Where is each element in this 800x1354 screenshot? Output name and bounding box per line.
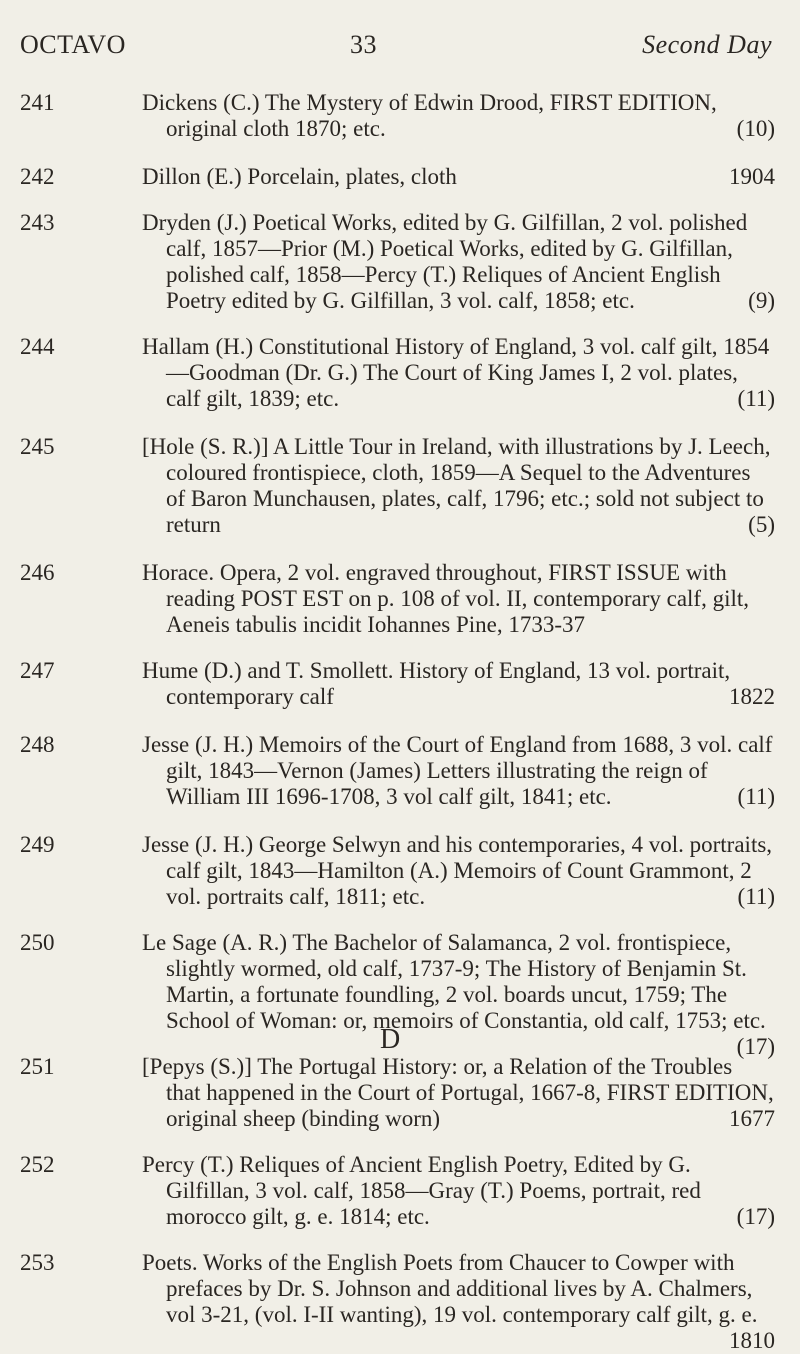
lot-text: Dillon (E.) Porcelain, plates, cloth	[142, 164, 457, 189]
lot-number: 244	[20, 334, 55, 359]
lot-description	[142, 210, 775, 314]
lot-description	[142, 164, 775, 190]
lot-entry	[20, 560, 775, 638]
lot-description	[142, 658, 775, 710]
lot-text: Le Sage (A. R.) The Bachelor of Salamanca, 2 vol. frontispiece, slightly wormed, old calf, 1737-9; The History of Benjamin St. Martin, a fortunate foundling, 2 vol. boards uncut, 1759; The School of Woman: or, memoirs of Constantia, old calf, 1753; etc.	[142, 930, 766, 1033]
lot-text: Jesse (J. H.) George Selwyn and his contemporaries, 4 vol. portraits, calf gilt, 1843—Hamilton (A.) Memoirs of Count Grammont, 2 vol. portraits calf, 1811; etc.	[142, 832, 773, 909]
lot-description	[142, 930, 775, 1059]
lot-entry	[20, 930, 775, 1059]
lot-number: 251	[20, 1054, 55, 1079]
lot-trailing: (11)	[737, 386, 775, 411]
lot-text: Hallam (H.) Constitutional History of England, 3 vol. calf gilt, 1854—Goodman (Dr. G.) The Court of King James I, 2 vol. plates, calf gilt, 1839; etc.	[142, 334, 770, 411]
lot-number: 252	[20, 1152, 55, 1177]
lot-number: 246	[20, 560, 55, 585]
lot-text: Dryden (J.) Poetical Works, edited by G. Gilfillan, 2 vol. polished calf, 1857—Prior (M.) Poetical Works, edited by G. Gilfillan, polished calf, 1858—Percy (T.) Reliques of Ancient English Poetry edited by G. Gilfillan, 3 vol. calf, 1858; etc.	[142, 210, 748, 313]
lot-description	[142, 732, 775, 810]
lot-trailing: 1822	[729, 684, 775, 709]
lot-entry	[20, 210, 775, 314]
lot-trailing: (17)	[736, 1204, 775, 1229]
lot-trailing: (5)	[748, 512, 775, 537]
lot-trailing: (11)	[737, 884, 775, 909]
lot-text: Dickens (C.) The Mystery of Edwin Drood, FIRST EDITION, original cloth 1870; etc.	[142, 90, 717, 141]
lot-description	[142, 1152, 775, 1230]
lot-entry	[20, 1152, 775, 1230]
page-number: 33	[350, 30, 377, 59]
lot-text: Hume (D.) and T. Smollett. History of England, 13 vol. portrait, contemporary calf	[142, 658, 731, 709]
lot-number: 253	[20, 1250, 55, 1275]
lot-entry	[20, 832, 775, 910]
lot-entry	[20, 434, 775, 538]
lot-description	[142, 90, 775, 142]
lot-text: Percy (T.) Reliques of Ancient English Poetry, Edited by G. Gilfillan, 3 vol. calf, 1858—Gray (T.) Poems, portrait, red morocco gilt, g. e. 1814; etc.	[142, 1152, 701, 1229]
lot-number: 250	[20, 930, 55, 955]
lot-number: 241	[20, 90, 55, 115]
lot-text: [Hole (S. R.)] A Little Tour in Ireland, with illustrations by J. Leech, coloured frontispiece, cloth, 1859—A Sequel to the Adventures of Baron Munchausen, plates, calf, 1796; etc.; sold not subject to return	[142, 434, 771, 537]
lot-description	[142, 560, 775, 638]
header-format: OCTAVO	[20, 30, 126, 59]
lot-trailing: (9)	[748, 288, 775, 313]
header-sale-day: Second Day	[642, 30, 772, 59]
lot-entry	[20, 164, 775, 190]
lot-trailing: 1677	[729, 1106, 775, 1131]
lot-entry	[20, 658, 775, 710]
signature-mark: D	[380, 1024, 401, 1055]
lot-text: Poets. Works of the English Poets from Chaucer to Cowper with prefaces by Dr. S. Johnson and additional lives by A. Chalmers, vol 3-21, (vol. I-II wanting), 19 vol. contemporary calf gilt, g. e.	[142, 1250, 758, 1327]
lot-trailing: (17)	[736, 1034, 775, 1059]
lot-list	[20, 90, 775, 1354]
lot-description	[142, 1054, 775, 1132]
lot-description	[142, 832, 775, 910]
lot-entry	[20, 334, 775, 412]
lot-text: [Pepys (S.)] The Portugal History: or, a Relation of the Troubles that happened in the Court of Portugal, 1667-8, FIRST EDITION, original sheep (binding worn)	[142, 1054, 774, 1131]
lot-number: 245	[20, 434, 55, 459]
lot-number: 248	[20, 732, 55, 757]
lot-description	[142, 334, 775, 412]
lot-number: 242	[20, 164, 55, 189]
lot-text: Jesse (J. H.) Memoirs of the Court of England from 1688, 3 vol. calf gilt, 1843—Vernon (James) Letters illustrating the reign of William III 1696-1708, 3 vol calf gilt, 1841; etc.	[142, 732, 773, 809]
lot-trailing: 1904	[729, 164, 775, 189]
lot-number: 243	[20, 210, 55, 235]
lot-trailing: 1810	[729, 1328, 775, 1353]
lot-entry	[20, 732, 775, 810]
lot-trailing: (10)	[736, 116, 775, 141]
lot-entry	[20, 1054, 775, 1132]
lot-trailing: (11)	[737, 784, 775, 809]
lot-description	[142, 434, 775, 538]
lot-number: 249	[20, 832, 55, 857]
lot-entry	[20, 90, 775, 142]
page-header	[20, 30, 772, 70]
lot-number: 247	[20, 658, 55, 683]
lot-description	[142, 1250, 775, 1353]
lot-entry	[20, 1250, 775, 1353]
lot-text: Horace. Opera, 2 vol. engraved throughout, FIRST ISSUE with reading POST EST on p. 108 of vol. II, contemporary calf, gilt, Aeneis tabulis incidit Iohannes Pine, 1733-37	[142, 560, 749, 637]
